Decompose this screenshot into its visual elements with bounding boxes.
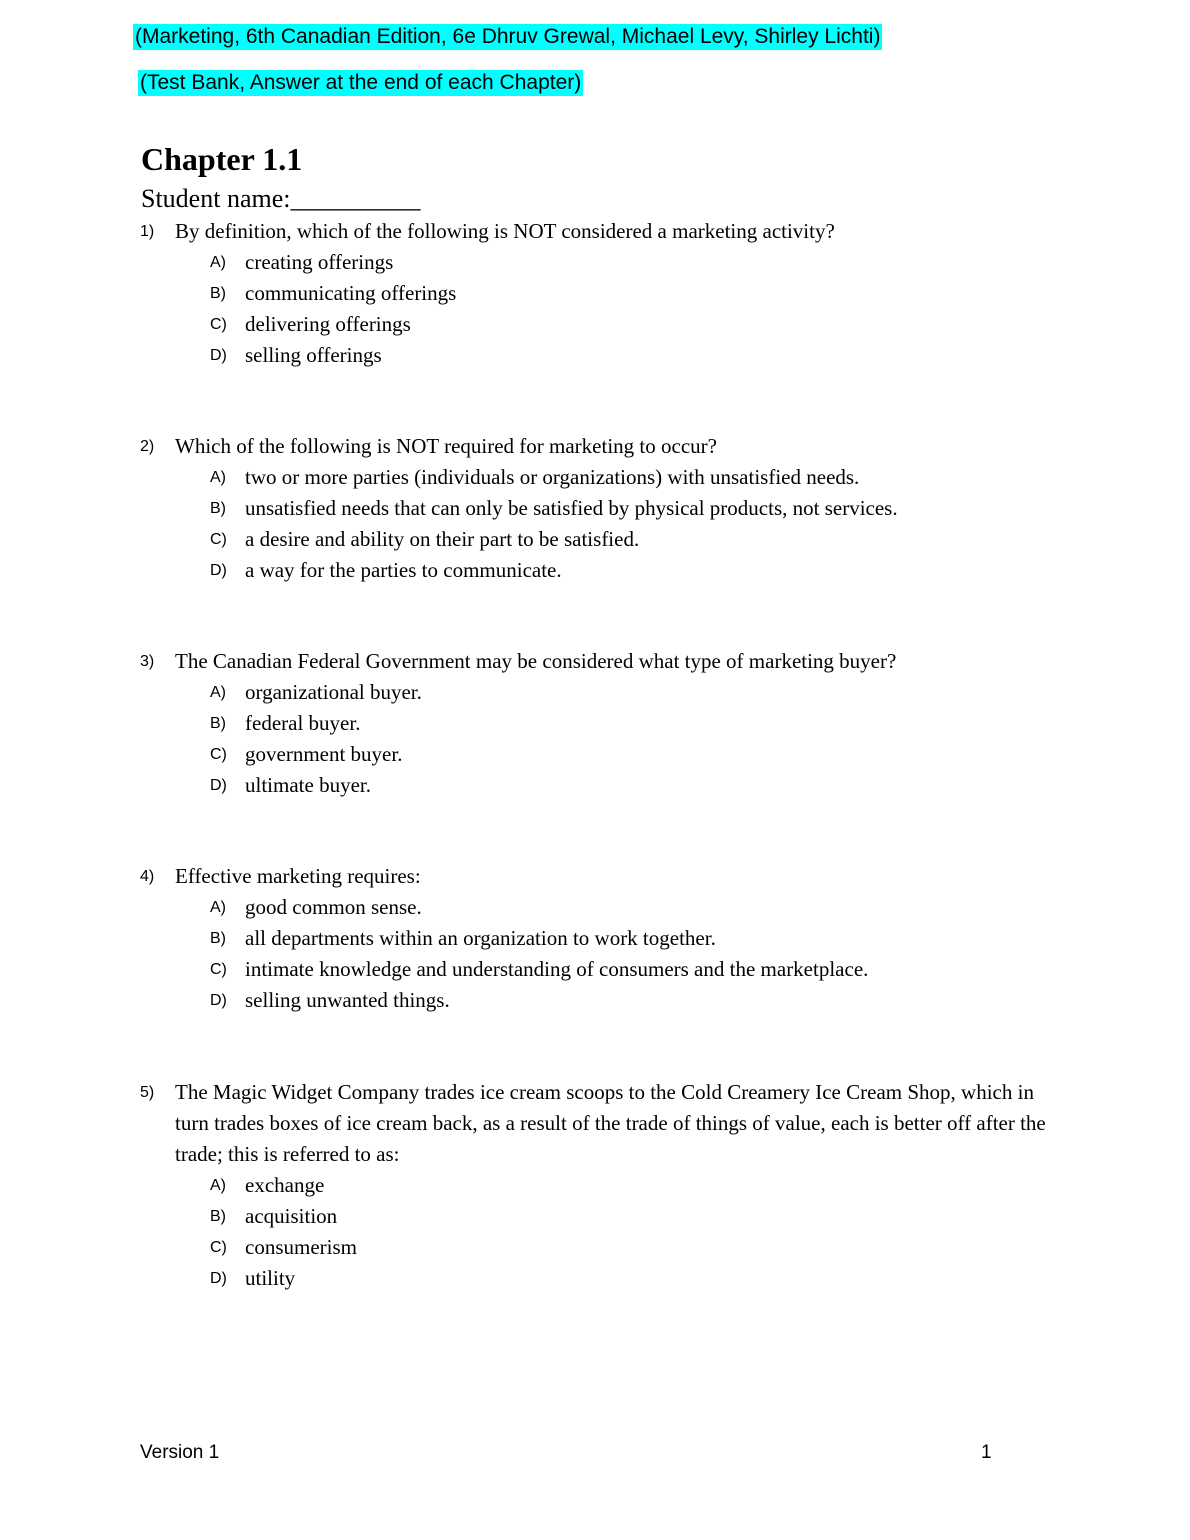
option-letter: C) xyxy=(210,316,227,333)
option-letter: A) xyxy=(210,254,226,271)
question-number: 4) xyxy=(140,868,155,885)
page-number: 1 xyxy=(981,1442,992,1463)
option-text: federal buyer. xyxy=(245,711,361,735)
option-letter: D) xyxy=(210,777,227,794)
header-line-1: (Marketing, 6th Canadian Edition, 6e Dhruv Grewal, Michael Levy, Shirley Lichti) xyxy=(135,25,881,48)
answer-option-b xyxy=(0,708,1190,739)
answer-option-a xyxy=(0,677,1190,708)
question-number: 5) xyxy=(140,1084,155,1101)
answer-option-a xyxy=(0,247,1190,278)
question-text: By definition, which of the following is NOT considered a marketing activity? xyxy=(175,219,835,243)
option-text: acquisition xyxy=(245,1204,338,1228)
answer-option-a xyxy=(0,1170,1190,1201)
option-text: consumerism xyxy=(245,1235,357,1259)
question-text: The Canadian Federal Government may be considered what type of marketing buyer? xyxy=(175,649,897,673)
option-text: communicating offerings xyxy=(245,281,457,305)
option-text: all departments within an organization to work together. xyxy=(245,926,716,950)
option-letter: C) xyxy=(210,531,227,548)
answer-option-d xyxy=(0,985,1190,1016)
answer-option-a xyxy=(0,462,1190,493)
answer-option-c xyxy=(0,1232,1190,1263)
header-line-2: (Test Bank, Answer at the end of each Chapter) xyxy=(140,71,582,94)
footer-version: Version 1 xyxy=(140,1442,220,1463)
option-text: organizational buyer. xyxy=(245,680,422,704)
question-3 xyxy=(0,646,1190,801)
answer-option-d xyxy=(0,340,1190,371)
option-letter: D) xyxy=(210,992,227,1009)
option-text: two or more parties (individuals or organizations) with unsatisfied needs. xyxy=(245,465,860,489)
answer-option-b xyxy=(0,1201,1190,1232)
student-name-field: Student name:__________ xyxy=(141,184,421,213)
answer-option-b xyxy=(0,493,1190,524)
answer-options xyxy=(0,247,1190,371)
option-letter: A) xyxy=(210,469,226,486)
question-number: 2) xyxy=(140,438,155,455)
option-letter: B) xyxy=(210,285,226,302)
option-text: good common sense. xyxy=(245,895,422,919)
answer-options xyxy=(0,1170,1190,1294)
answer-options xyxy=(0,462,1190,586)
option-text: intimate knowledge and understanding of consumers and the marketplace. xyxy=(245,957,869,981)
answer-option-c xyxy=(0,309,1190,340)
option-text: government buyer. xyxy=(245,742,403,766)
option-text: creating offerings xyxy=(245,250,394,274)
answer-option-d xyxy=(0,1263,1190,1294)
option-letter: B) xyxy=(210,715,226,732)
question-number: 3) xyxy=(140,653,155,670)
option-letter: D) xyxy=(210,347,227,364)
answer-option-a xyxy=(0,892,1190,923)
question-4 xyxy=(0,861,1190,1016)
question-2 xyxy=(0,431,1190,586)
option-text: exchange xyxy=(245,1173,325,1197)
answer-options xyxy=(0,892,1190,1016)
option-text: a desire and ability on their part to be satisfied. xyxy=(245,527,640,551)
answer-option-b xyxy=(0,278,1190,309)
question-5 xyxy=(0,1077,1190,1294)
option-letter: B) xyxy=(210,500,226,517)
answer-option-b xyxy=(0,923,1190,954)
answer-option-d xyxy=(0,770,1190,801)
question-number: 1) xyxy=(140,223,155,240)
option-letter: C) xyxy=(210,746,227,763)
option-letter: D) xyxy=(210,562,227,579)
answer-option-c xyxy=(0,524,1190,555)
option-text: delivering offerings xyxy=(245,312,411,336)
option-text: a way for the parties to communicate. xyxy=(245,558,562,582)
answer-option-d xyxy=(0,555,1190,586)
option-text: ultimate buyer. xyxy=(245,773,371,797)
option-text: unsatisfied needs that can only be satisfied by physical products, not services. xyxy=(245,496,898,520)
option-letter: A) xyxy=(210,899,226,916)
question-1 xyxy=(0,216,1190,371)
option-letter: C) xyxy=(210,961,227,978)
option-text: selling unwanted things. xyxy=(245,988,450,1012)
chapter-title: Chapter 1.1 xyxy=(141,141,303,177)
question-text: Which of the following is NOT required for marketing to occur? xyxy=(175,434,717,458)
question-text: Effective marketing requires: xyxy=(175,864,421,888)
option-letter: D) xyxy=(210,1270,227,1287)
option-letter: A) xyxy=(210,1177,226,1194)
option-letter: B) xyxy=(210,1208,226,1225)
answer-option-c xyxy=(0,739,1190,770)
answer-option-c xyxy=(0,954,1190,985)
option-letter: C) xyxy=(210,1239,227,1256)
option-letter: A) xyxy=(210,684,226,701)
answer-options xyxy=(0,677,1190,801)
question-text: The Magic Widget Company trades ice cream scoops to the Cold Creamery Ice Cream Shop, which in turn trades boxes of ice cream back, as a result of the trade of things of value, each is better off after the trade; this is referred to as: xyxy=(175,1080,1046,1166)
option-text: utility xyxy=(245,1266,296,1290)
option-letter: B) xyxy=(210,930,226,947)
option-text: selling offerings xyxy=(245,343,382,367)
